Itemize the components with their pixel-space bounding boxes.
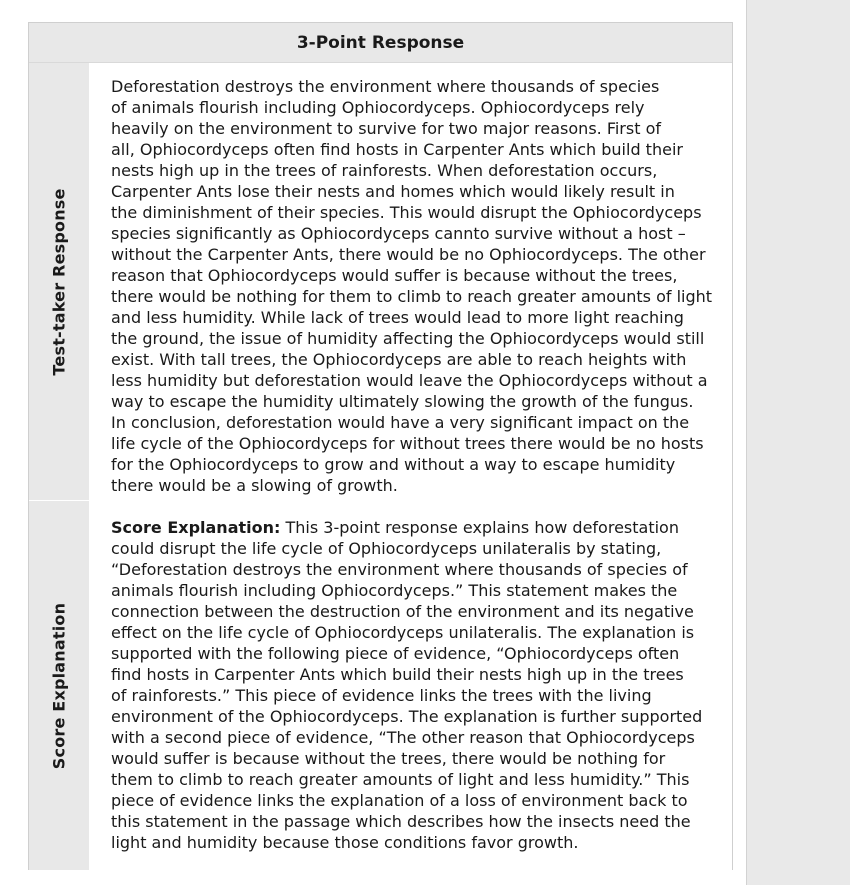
table-header [29,23,732,63]
explanation-text: This 3-point response explains how deforestation could disrupt the life cycle of Ophiocordyceps unilateralis by stating, “Deforestation destroys the environment where thousands of species of animals flourish including Ophiocordyceps.” This statement makes the connection between the destruction of the environment and its negative effect on the life cycle of Ophiocordyceps unilateralis. The explanation is supported with the following piece of evidence, “Ophiocordyceps often find hosts in Carpenter Ants which build their nests high up in the trees of rainforests.” This piece of evidence links the trees with the living environment of the Ophiocordyceps. The explanation is further supported with a second piece of evidence, “The other reason that Ophiocordyceps would suffer is because without the trees, there would be nothing for them to climb to reach greater amounts of light and less humidity.” This piece of evidence links the explanation of a loss of environment back to this statement in the passage which describes how the insects need the light and humidity because those conditions favor growth. [111,518,703,852]
row-label-explanation-text: Score Explanation [49,602,69,769]
row-label-response-text: Test-taker Response [49,188,69,376]
response-cell [89,63,732,501]
response-text: Deforestation destroys the environment where thousands of species of animals flourish including Ophiocordyceps. Ophiocordyceps rely heavily on the environment to survive for two major reasons. First of all, Ophiocordyceps often find hosts in Carpenter Ants which build their nests high up in the trees of rainforests. When deforestation occurs, Carpenter Ants lose their nests and homes which would likely result in the diminishment of their species. This would disrupt the Ophiocordyceps species significantly as Ophiocordyceps cannto survive without a host – without the Carpenter Ants, there would be no Ophiocordyceps. The other reason that Ophiocordyceps would suffer is because without the trees, there would be nothing for them to climb to reach greater amounts of light and less humidity. While lack of trees would lead to more light reaching the ground, the issue of humidity affecting the Ophiocordyceps would still exist. With tall trees, the Ophiocordyceps are able to reach heights with less humidity but deforestation would leave the Ophiocordyceps without a way to escape the humidity ultimately slowing the growth of the fungus. In conclusion, deforestation would have a very significant impact on the life cycle of the Ophiocordyceps for without trees there would be no hosts for the Ophiocordyceps to grow and without a way to escape humidity there would be a slowing of growth. [111,77,713,495]
explanation-lead: Score Explanation: [111,518,281,537]
table-title: 3-Point Response [296,32,465,53]
side-panel [746,0,850,885]
response-table [28,22,733,870]
explanation-paragraph [111,517,718,853]
row-label-explanation [29,501,89,870]
row-label-response [29,63,89,501]
explanation-cell [89,501,732,870]
